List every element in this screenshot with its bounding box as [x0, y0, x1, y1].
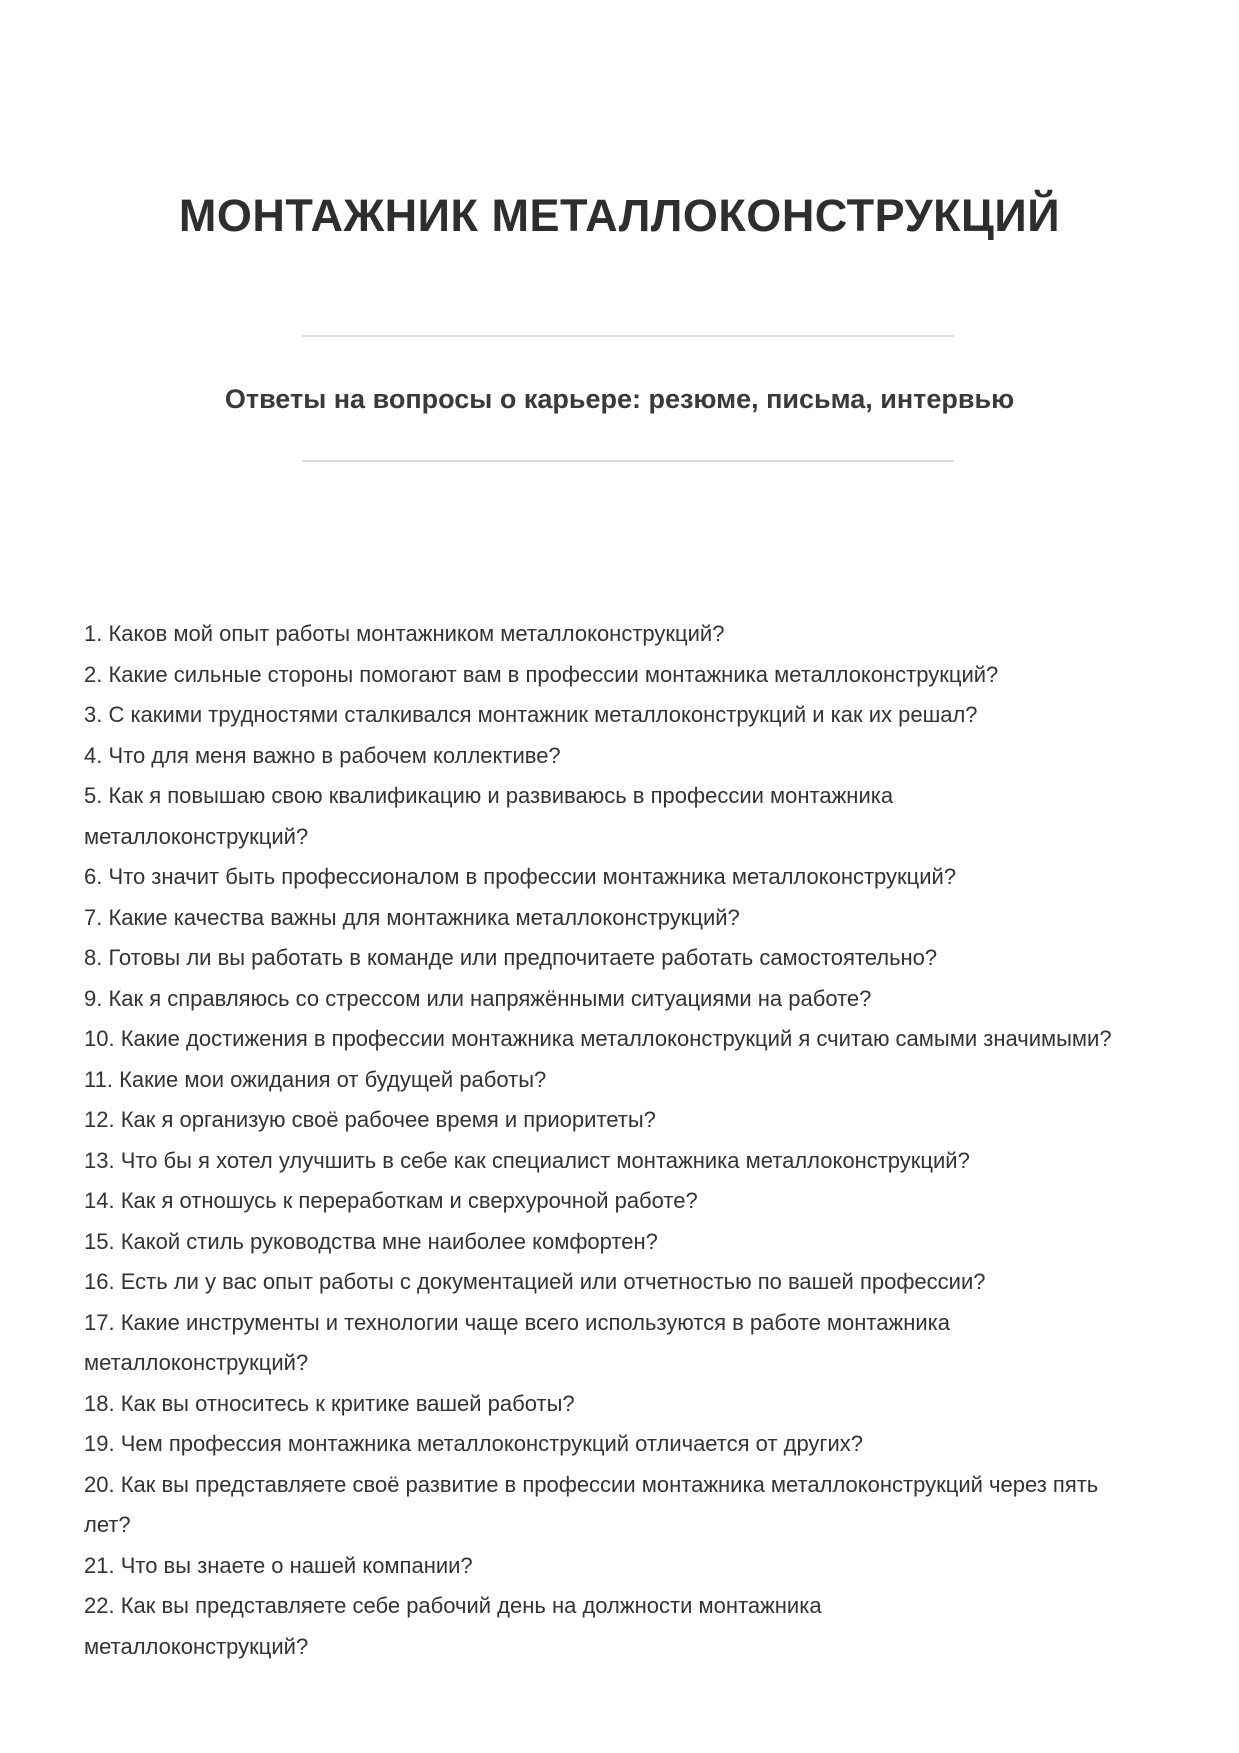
question-item: 12. Как я организую своё рабочее время и приоритеты? — [84, 1107, 656, 1132]
question-item: 2. Какие сильные стороны помогают вам в профессии монтажника металлоконструкций? — [84, 661, 999, 687]
questions-list — [84, 614, 1159, 1667]
page-title: МОНТАЖНИК МЕТАЛЛОКОНСТРУКЦИЙ — [178, 190, 1061, 241]
question-item: 9. Как я справляюсь со стрессом или напряжёнными ситуациями на работе? — [84, 985, 872, 1011]
question-item: 20. Как вы представляете своё развитие в профессии монтажника металлоконструкций через пять лет? — [84, 1471, 1099, 1537]
divider-top — [302, 335, 954, 337]
page-subtitle: Ответы на вопросы о карьере: резюме, письма, интервью — [224, 384, 1015, 414]
question-item: 3. С какими трудностями сталкивался монтажник металлоконструкций и как их решал? — [84, 702, 978, 727]
question-item: 6. Что значит быть профессионалом в профессии монтажника металлоконструкций? — [84, 864, 957, 889]
question-item: 14. Как я отношусь к переработкам и сверхурочной работе? — [84, 1188, 698, 1213]
question-item: 19. Чем профессия монтажника металлоконструкций отличается от других? — [84, 1431, 863, 1456]
question-item: 21. Что вы знаете о нашей компании? — [84, 1552, 473, 1578]
question-item: 17. Какие инструменты и технологии чаще всего используются в работе монтажника металлоконструкций? — [84, 1309, 950, 1375]
question-item: 5. Как я повышаю свою квалификацию и развиваюсь в профессии монтажника металлоконструкций? — [84, 783, 894, 849]
question-item: 10. Какие достижения в профессии монтажника металлоконструкций я считаю самыми значимыми? — [84, 1026, 1112, 1051]
question-item: 18. Как вы относитесь к критике вашей работы? — [84, 1390, 575, 1416]
question-item: 8. Готовы ли вы работать в команде или предпочитаете работать самостоятельно? — [84, 945, 938, 970]
question-item: 1. Каков мой опыт работы монтажником металлоконструкций? — [84, 621, 725, 646]
divider-bottom — [302, 460, 954, 462]
question-item: 13. Что бы я хотел улучшить в себе как специалист монтажника металлоконструкций? — [84, 1147, 970, 1173]
question-item: 16. Есть ли у вас опыт работы с документацией или отчетностью по вашей профессии? — [84, 1269, 986, 1294]
question-item: 22. Как вы представляете себе рабочий день на должности монтажника металлоконструкций? — [84, 1593, 822, 1659]
question-item: 15. Какой стиль руководства мне наиболее комфортен? — [84, 1228, 658, 1254]
question-item: 4. Что для меня важно в рабочем коллективе? — [84, 742, 561, 768]
question-item: 7. Какие качества важны для монтажника металлоконструкций? — [84, 904, 740, 930]
question-item: 11. Какие мои ожидания от будущей работы? — [84, 1066, 547, 1092]
